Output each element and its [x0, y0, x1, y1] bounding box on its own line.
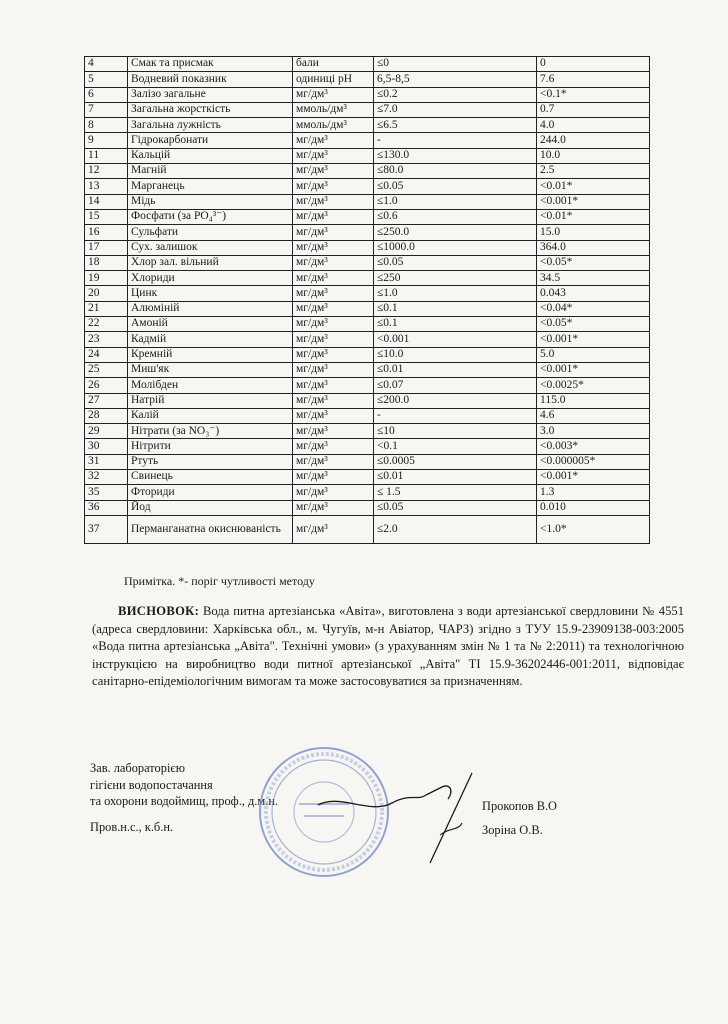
norm-cell: ≤10.0	[374, 347, 537, 362]
result-cell: <0.1*	[537, 87, 650, 102]
signatory-name-1: Прокопов В.О	[482, 799, 558, 813]
parameter-name-cell: Натрій	[128, 393, 293, 408]
handwritten-signature	[300, 765, 500, 875]
unit-cell: мг/дм³	[293, 470, 374, 485]
unit-cell: ммоль/дм³	[293, 118, 374, 133]
parameter-name-cell: Хлориди	[128, 271, 293, 286]
parameter-name-cell: Кадмій	[128, 332, 293, 347]
unit-cell: мг/дм³	[293, 179, 374, 194]
unit-cell: мг/дм³	[293, 454, 374, 469]
result-cell: 364.0	[537, 240, 650, 255]
row-number-cell: 9	[85, 133, 128, 148]
table-row	[85, 439, 650, 454]
norm-cell: ≤0.07	[374, 378, 537, 393]
result-cell: <0.05*	[537, 255, 650, 270]
parameter-name-cell: Фосфати (за PO₄³⁻)	[128, 209, 293, 224]
row-number-cell: 17	[85, 240, 128, 255]
result-cell: 0	[537, 57, 650, 72]
norm-cell: ≤10	[374, 424, 537, 439]
parameter-name-cell: Свинець	[128, 470, 293, 485]
row-number-cell: 23	[85, 332, 128, 347]
table-row	[85, 209, 650, 224]
norm-cell: ≤0.05	[374, 255, 537, 270]
row-number-cell: 18	[85, 255, 128, 270]
result-cell: <0.001*	[537, 362, 650, 377]
unit-cell: мг/дм³	[293, 271, 374, 286]
row-number-cell: 14	[85, 194, 128, 209]
row-number-cell: 20	[85, 286, 128, 301]
parameter-name-cell: Йод	[128, 500, 293, 515]
parameter-name-cell: Гідрокарбонати	[128, 133, 293, 148]
result-cell: 0.7	[537, 102, 650, 117]
result-cell: <0.01*	[537, 179, 650, 194]
parameter-name-cell: Молібден	[128, 378, 293, 393]
conclusion-label: ВИСНОВОК:	[118, 604, 200, 618]
table-row	[85, 393, 650, 408]
norm-cell: ≤2.0	[374, 515, 537, 543]
parameter-name-cell: Сульфати	[128, 225, 293, 240]
norm-cell: ≤1000.0	[374, 240, 537, 255]
unit-cell: мг/дм³	[293, 362, 374, 377]
parameter-name-cell: Алюміній	[128, 301, 293, 316]
parameter-name-cell: Калій	[128, 408, 293, 423]
row-number-cell: 7	[85, 102, 128, 117]
norm-cell: ≤ 1.5	[374, 485, 537, 500]
unit-cell: мг/дм³	[293, 393, 374, 408]
result-cell: <0.01*	[537, 209, 650, 224]
conclusion-paragraph	[92, 603, 684, 691]
result-cell: 0.010	[537, 500, 650, 515]
parameter-name-cell: Магній	[128, 164, 293, 179]
table-row	[85, 240, 650, 255]
parameter-name-cell: Кальцій	[128, 148, 293, 163]
result-cell: 244.0	[537, 133, 650, 148]
result-cell: <0.001*	[537, 332, 650, 347]
norm-cell: ≤0.01	[374, 362, 537, 377]
table-row	[85, 148, 650, 163]
norm-cell: ≤7.0	[374, 102, 537, 117]
table-row	[85, 72, 650, 87]
result-cell: <0.001*	[537, 194, 650, 209]
row-number-cell: 11	[85, 148, 128, 163]
result-cell: 34.5	[537, 271, 650, 286]
table-row	[85, 332, 650, 347]
row-number-cell: 8	[85, 118, 128, 133]
table-row	[85, 194, 650, 209]
table-row	[85, 225, 650, 240]
unit-cell: мг/дм³	[293, 515, 374, 543]
result-cell: 7.6	[537, 72, 650, 87]
result-cell: 5.0	[537, 347, 650, 362]
table-row	[85, 133, 650, 148]
result-cell: <0.04*	[537, 301, 650, 316]
unit-cell: мг/дм³	[293, 408, 374, 423]
norm-cell: -	[374, 133, 537, 148]
unit-cell: мг/дм³	[293, 255, 374, 270]
result-cell: <1.0*	[537, 515, 650, 543]
unit-cell: мг/дм³	[293, 347, 374, 362]
norm-cell: ≤0.01	[374, 470, 537, 485]
row-number-cell: 12	[85, 164, 128, 179]
table-row	[85, 408, 650, 423]
unit-cell: мг/дм³	[293, 240, 374, 255]
table-row	[85, 347, 650, 362]
norm-cell: ≤130.0	[374, 148, 537, 163]
table-row	[85, 57, 650, 72]
table-row	[85, 301, 650, 316]
unit-cell: ммоль/дм³	[293, 102, 374, 117]
table-row	[85, 118, 650, 133]
position-line: та охорони водоймищ, проф., д.м.н.	[90, 794, 279, 808]
parameter-name-cell: Миш'як	[128, 362, 293, 377]
norm-cell: ≤6.5	[374, 118, 537, 133]
parameter-name-cell: Водневий показник	[128, 72, 293, 87]
norm-cell: ≤0.1	[374, 301, 537, 316]
row-number-cell: 27	[85, 393, 128, 408]
unit-cell: мг/дм³	[293, 286, 374, 301]
norm-cell: ≤250.0	[374, 225, 537, 240]
parameter-name-cell: Цинк	[128, 286, 293, 301]
parameter-name-cell: Нітрати (за NO₃⁻)	[128, 424, 293, 439]
norm-cell: ≤0.6	[374, 209, 537, 224]
unit-cell: мг/дм³	[293, 500, 374, 515]
row-number-cell: 26	[85, 378, 128, 393]
norm-cell: ≤0	[374, 57, 537, 72]
row-number-cell: 19	[85, 271, 128, 286]
norm-cell: ≤200.0	[374, 393, 537, 408]
table-row	[85, 102, 650, 117]
row-number-cell: 15	[85, 209, 128, 224]
signatory-name-2: Зоріна О.В.	[482, 823, 543, 837]
norm-cell: ≤1.0	[374, 194, 537, 209]
unit-cell: мг/дм³	[293, 194, 374, 209]
result-cell: <0.003*	[537, 439, 650, 454]
unit-cell: мг/дм³	[293, 164, 374, 179]
row-number-cell: 22	[85, 317, 128, 332]
result-cell: <0.001*	[537, 470, 650, 485]
result-cell: 0.043	[537, 286, 650, 301]
row-number-cell: 21	[85, 301, 128, 316]
row-number-cell: 5	[85, 72, 128, 87]
result-cell: 1.3	[537, 485, 650, 500]
table-note: Примітка. *- поріг чутливості методу	[124, 574, 315, 588]
unit-cell: одиниці рН	[293, 72, 374, 87]
table-row	[85, 378, 650, 393]
table-row	[85, 87, 650, 102]
unit-cell: мг/дм³	[293, 332, 374, 347]
parameter-name-cell: Залізо загальне	[128, 87, 293, 102]
row-number-cell: 35	[85, 485, 128, 500]
table-row	[85, 362, 650, 377]
norm-cell: <0.1	[374, 439, 537, 454]
table-row	[85, 470, 650, 485]
result-cell: <0.000005*	[537, 454, 650, 469]
row-number-cell: 37	[85, 515, 128, 543]
result-cell: 2.5	[537, 164, 650, 179]
unit-cell: мг/дм³	[293, 225, 374, 240]
position-line: гігієни водопостачання	[90, 777, 213, 792]
table-row	[85, 485, 650, 500]
result-cell: <0.05*	[537, 317, 650, 332]
result-cell: 15.0	[537, 225, 650, 240]
result-cell: <0.0025*	[537, 378, 650, 393]
result-cell: 4.6	[537, 408, 650, 423]
table-row	[85, 255, 650, 270]
unit-cell: мг/дм³	[293, 209, 374, 224]
result-cell: 10.0	[537, 148, 650, 163]
row-number-cell: 32	[85, 470, 128, 485]
row-number-cell: 4	[85, 57, 128, 72]
norm-cell: ≤0.2	[374, 87, 537, 102]
norm-cell: 6,5-8,5	[374, 72, 537, 87]
unit-cell: мг/дм³	[293, 485, 374, 500]
row-number-cell: 6	[85, 87, 128, 102]
result-cell: 4.0	[537, 118, 650, 133]
row-number-cell: 28	[85, 408, 128, 423]
row-number-cell: 13	[85, 179, 128, 194]
norm-cell: ≤80.0	[374, 164, 537, 179]
table-row	[85, 424, 650, 439]
unit-cell: мг/дм³	[293, 301, 374, 316]
results-table	[84, 56, 650, 544]
parameter-name-cell: Нітрити	[128, 439, 293, 454]
norm-cell: <0.001	[374, 332, 537, 347]
table-row	[85, 454, 650, 469]
table-row	[85, 164, 650, 179]
norm-cell: -	[374, 408, 537, 423]
table-row	[85, 317, 650, 332]
results-table-body	[85, 57, 650, 544]
unit-cell: мг/дм³	[293, 148, 374, 163]
table-row	[85, 515, 650, 543]
parameter-name-cell: Амоній	[128, 317, 293, 332]
signatory-position-2: Пров.н.с., к.б.н.	[90, 820, 174, 834]
row-number-cell: 31	[85, 454, 128, 469]
parameter-name-cell: Ртуть	[128, 454, 293, 469]
unit-cell: бали	[293, 57, 374, 72]
norm-cell: ≤0.05	[374, 500, 537, 515]
parameter-name-cell: Фториди	[128, 485, 293, 500]
norm-cell: ≤0.05	[374, 179, 537, 194]
parameter-name-cell: Загальна жорсткість	[128, 102, 293, 117]
position-line: Зав. лабораторією	[90, 761, 185, 775]
table-row	[85, 271, 650, 286]
row-number-cell: 29	[85, 424, 128, 439]
parameter-name-cell: Мідь	[128, 194, 293, 209]
unit-cell: мг/дм³	[293, 378, 374, 393]
unit-cell: мг/дм³	[293, 133, 374, 148]
conclusion-text: Вода питна артезіанська «Авіта», виготовлена з води артезіанської свердловини № 4551 (адреса свердловини: Харківська обл., м. Чугуїв, м-н Авіатор, ЧАРЗ) згідно з ТУУ 15.9-23909138-003:2005 «Вода питна артезіанська „Авіта". Технічні умови» (з урахуванням змін № 1 та № 2:2011) та технологічною інструкцією на виробництво води питної артезіанської „Авіта" ТІ 15.9-36202446-001:2011, відповідає санітарно-епідеміологічним вимогам та може застосовуватися за призначенням.	[92, 604, 684, 689]
parameter-name-cell: Загальна лужність	[128, 118, 293, 133]
norm-cell: ≤250	[374, 271, 537, 286]
unit-cell: мг/дм³	[293, 317, 374, 332]
norm-cell: ≤1.0	[374, 286, 537, 301]
unit-cell: мг/дм³	[293, 439, 374, 454]
norm-cell: ≤0.0005	[374, 454, 537, 469]
result-cell: 115.0	[537, 393, 650, 408]
parameter-name-cell: Смак та присмак	[128, 57, 293, 72]
row-number-cell: 36	[85, 500, 128, 515]
row-number-cell: 24	[85, 347, 128, 362]
parameter-name-cell: Перманганатна окиснюваність	[128, 515, 293, 543]
row-number-cell: 30	[85, 439, 128, 454]
unit-cell: мг/дм³	[293, 87, 374, 102]
table-row	[85, 500, 650, 515]
table-row	[85, 286, 650, 301]
parameter-name-cell: Кремній	[128, 347, 293, 362]
parameter-name-cell: Марганець	[128, 179, 293, 194]
parameter-name-cell: Хлор зал. вільний	[128, 255, 293, 270]
table-row	[85, 179, 650, 194]
parameter-name-cell: Сух. залишок	[128, 240, 293, 255]
signatory-position-1	[90, 760, 278, 810]
row-number-cell: 25	[85, 362, 128, 377]
unit-cell: мг/дм³	[293, 424, 374, 439]
row-number-cell: 16	[85, 225, 128, 240]
norm-cell: ≤0.1	[374, 317, 537, 332]
result-cell: 3.0	[537, 424, 650, 439]
